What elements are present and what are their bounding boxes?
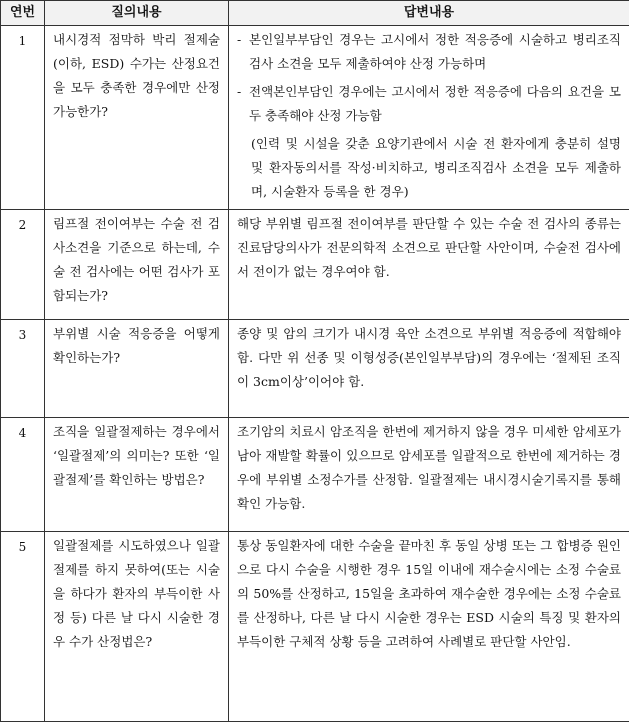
- answer-cell: [229, 26, 629, 210]
- row-number: 4: [1, 418, 45, 532]
- header-question: 질의내용: [45, 1, 229, 26]
- question-cell: 림프절 전이여부는 수술 전 검사소견을 기준으로 하는데, 수술 전 검사에는 어떤 검사가 포함되는가?: [45, 210, 229, 320]
- answer-cell: 종양 및 암의 크기가 내시경 육안 소견으로 부위별 적응증에 적합해야 함. 다만 위 선종 및 이형성증(본인일부부담)의 경우에는 ‘절제된 조직이 3cm이상’이어야 함.: [229, 320, 629, 418]
- table-row: [1, 320, 629, 418]
- answer-item: - 본인일부부담인 경우는 고시에서 정한 적응증에 시술하고 병리조직검사 소견을 모두 제출하여야 산정 가능하며: [237, 28, 621, 76]
- question-cell: 부위별 시술 적응증을 어떻게 확인하는가?: [45, 320, 229, 418]
- table-row: [1, 532, 629, 722]
- row-number: 2: [1, 210, 45, 320]
- header-answer: 답변내용: [229, 1, 629, 26]
- answer-cell: 통상 동일환자에 대한 수술을 끝마친 후 동일 상병 또는 그 합병증 원인으로 다시 수술을 시행한 경우 15일 이내에 재수술시에는 소정 수술료의 50%를 산정하고, 15일을 초과하여 재수술한 경우에는 소정 수술료를 산정하나, 다른 날 다시 시술한 경우는 ESD 시술의 특징 및 환자의 부득이한 구체적 상황 등을 고려하여 사례별로 판단할 사안임.: [229, 532, 629, 722]
- answer-list: [237, 28, 621, 128]
- answer-cell: 조기암의 치료시 암조직을 한번에 제거하지 않을 경우 미세한 암세포가 남아 재발할 확률이 있으므로 암세포를 일괄적으로 한번에 제거하는 경우에 부위별 소정수가를 산정함. 일괄절제는 내시경시술기록지를 통해 확인 가능함.: [229, 418, 629, 532]
- header-no: 연번: [1, 1, 45, 26]
- question-cell: 내시경적 점막하 박리 절제술(이하, ESD) 수가는 산정요건을 모두 충족한 경우에만 산정가능한가?: [45, 26, 229, 210]
- row-number: 5: [1, 532, 45, 722]
- answer-cell: 해당 부위별 림프절 전이여부를 판단할 수 있는 수술 전 검사의 종류는 진료담당의사가 전문의학적 소견으로 판단할 사안이며, 수술전 검사에서 전이가 없는 경우여야 함.: [229, 210, 629, 320]
- question-cell: 조직을 일괄절제하는 경우에서 ‘일괄절제’의 의미는? 또한 ‘일괄절제’를 확인하는 방법은?: [45, 418, 229, 532]
- row-number: 1: [1, 26, 45, 210]
- answer-note: (인력 및 시설을 갖춘 요양기관에서 시술 전 환자에게 충분히 설명 및 환자동의서를 작성·비치하고, 병리조직검사 소견을 모두 제출하며, 시술환자 등록을 한 경우): [237, 132, 621, 204]
- row-number: 3: [1, 320, 45, 418]
- table-row: [1, 26, 629, 210]
- header-row: [1, 1, 629, 26]
- answer-item: - 전액본인부담인 경우에는 고시에서 정한 적응증에 다음의 요건을 모두 충족해야 산정 가능함: [237, 80, 621, 128]
- table-row: [1, 418, 629, 532]
- table-row: [1, 210, 629, 320]
- question-cell: 일괄절제를 시도하였으나 일괄절제를 하지 못하여(또는 시술을 하다가 환자의 부득이한 사정 등) 다른 날 다시 시술한 경우 수가 산정법은?: [45, 532, 229, 722]
